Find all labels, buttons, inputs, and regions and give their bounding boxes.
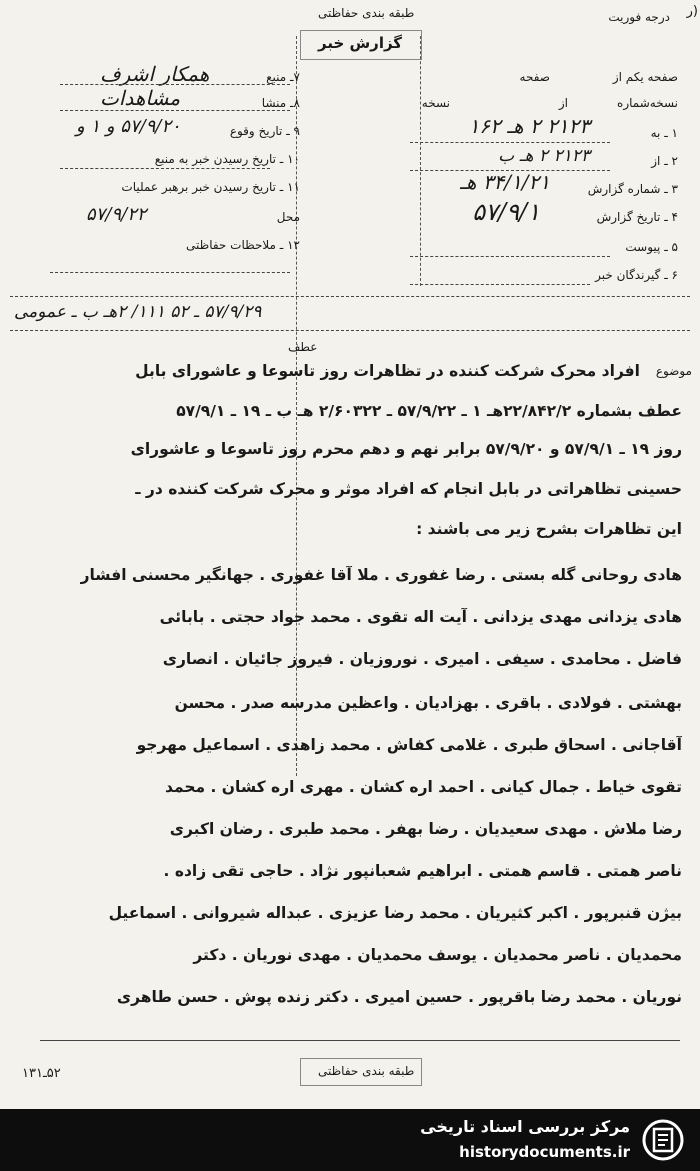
body-line: ناصر همتی . قاسم همتی . ابراهیم شعبانپور نژاد . حاجی تقی زاده . (163, 862, 682, 880)
body-line: رضا ملاش . مهدی سعیدیان . رضا بهفر . محمد طبری . رضان اکبری (169, 820, 682, 838)
report-title: گزارش خبر (318, 34, 403, 52)
reference-underline (10, 330, 690, 331)
event-date-value: ۵۷/۹/۲۰ و ۱ و (76, 116, 181, 137)
body-line: فاضل . محامدی . سیفی . امیری . نوروزیان . فیروز جائیان . انصاری (162, 650, 682, 668)
report-no-label: ۳ ـ شماره گزارش (587, 182, 678, 196)
body-line: بیژن قنبرپور . اکبر کثیریان . محمد رضا عزیزی . عبداله شیروانی . اسماعیل (108, 904, 682, 922)
bottom-classification: طبقه بندی حفاظتی (318, 1064, 415, 1078)
attachment-label: ۵ ـ پیوست (625, 240, 678, 254)
report-date-value: ۵۷/۹/۱ (472, 198, 540, 226)
origin-value: مشاهدات (100, 86, 181, 110)
body-line: حسینی تظاهراتی در بابل انجام که افراد موثر و محرک شرکت کننده در ـ (135, 480, 682, 498)
footer-site: historydocuments.ir (459, 1143, 630, 1161)
body-line: هادی یزدانی مهدی یزدانی . آیت اله تقوی . محمد جواد حجتی . بابائی (159, 608, 682, 626)
origin-label: ۸ـ منشا (261, 96, 300, 110)
subject-label: موضوع (655, 364, 692, 378)
body-line: آقاجانی . اسحاق طبری . غلامی کفاش . محمد زاهدی . اسماعیل مهرجو (136, 736, 682, 754)
body-line: عطف بشماره ۲۲/۸۴۲/۲هـ ۱ ـ ۵۷/۹/۲۲ ـ ۲/۶۰۳۲۲ هـ ب ـ ۱۹ ـ ۵۷/۹/۱ (176, 402, 682, 420)
remarks-label: ۱۲ ـ ملاحظات حفاظتی (186, 238, 300, 252)
event-date-label: ۹ ـ تاریخ وقوع (229, 124, 300, 138)
body-line: بهشتی . فولادی . باقری . بهزادیان . واعظین مدرسه صدر . محسن (174, 694, 682, 712)
origin-underline (60, 110, 290, 111)
remarks-underline (50, 272, 290, 273)
footer-watermark (0, 1109, 700, 1171)
handwritten-reference: ۵۷/۹/۲۹ ـ ۵۲ ۱۱۱/ ۲هـ ب ـ عمومی (14, 302, 262, 322)
place-label: محل (276, 210, 300, 224)
from-label: ۲ ـ از (651, 154, 678, 168)
body-line: هادی روحانی گله بستی . رضا غفوری . ملا آقا غفوری . جهانگیر محسنی افشار (80, 566, 682, 584)
received-source-label: ۱۰ ـ تاریخ رسیدن خبر به منبع (154, 152, 300, 166)
place-value: ۵۷/۹/۲۲ (86, 204, 147, 225)
body-line: نوریان . محمد رضا باقرپور . حسین امیری . دکتر زنده پوش . حسن طاهری (116, 988, 682, 1006)
page-label: صفحه یکم از (612, 70, 678, 84)
body-line: روز ۱۹ ـ ۵۷/۹/۱ و ۵۷/۹/۲۰ برابر نهم و دهم محرم روز تاسوعا و عاشورای (130, 440, 682, 458)
copy-label: نسخه‌شماره (617, 96, 678, 110)
source-value: همکار اشرف (100, 62, 210, 86)
footer-logo-icon (642, 1119, 684, 1161)
subject-line: افراد محرک شرکت کننده در تظاهرات روز تاسوعا و عاشورای بابل (135, 362, 640, 380)
ref-label: عطف (288, 340, 318, 354)
body-line: تقوی خیاط . جمال کیانی . احمد اره کشان . مهری اره کشان . محمد (165, 778, 682, 796)
footer-org-name: مرکز بررسی اسناد تاریخی (420, 1117, 630, 1136)
body-line: این تظاهرات بشرح زیر می باشند : (416, 520, 682, 538)
body-line: محمدیان . ناصر محمدیان . یوسف محمدیان . مهدی نوریان . دکتر (193, 946, 682, 964)
priority-label: درجه فوریت (608, 10, 670, 24)
report-date-label: ۴ ـ تاریخ گزارش (596, 210, 678, 224)
form-separator (10, 296, 690, 297)
copy-word: نسخه (421, 96, 450, 110)
page-of: صفحه (519, 70, 550, 84)
source-underline (60, 84, 290, 85)
to-label: ۱ ـ به (650, 126, 678, 140)
recipients-label: ۶ ـ گیرندگان خبر (595, 268, 678, 282)
received-ops-label: ۱۱ ـ تاریخ رسیدن خبر برهبر عملیات (121, 180, 300, 194)
corner-mark: (ر (686, 4, 698, 19)
form-divider-line (420, 36, 421, 286)
classification-top: طبقه بندی حفاظتی (318, 6, 415, 20)
copy-of: از (558, 96, 568, 110)
recipients-underline (410, 284, 590, 285)
to-underline (410, 142, 610, 143)
to-value: ۲۱۲۳ ۲ هـ ۱۶۲ (468, 114, 590, 138)
form-number: ۵۲ـ۱۳۱ (22, 1066, 61, 1081)
from-value: ۲۱۲۳ ۲ هـ ب (498, 146, 590, 166)
bottom-rule (40, 1040, 680, 1041)
received-source-underline (60, 168, 270, 169)
source-label: ۷ـ منبع (266, 70, 300, 84)
attachment-underline (410, 256, 610, 257)
report-no-value: ۳۴/۱/۲۱ هـ (460, 170, 550, 194)
